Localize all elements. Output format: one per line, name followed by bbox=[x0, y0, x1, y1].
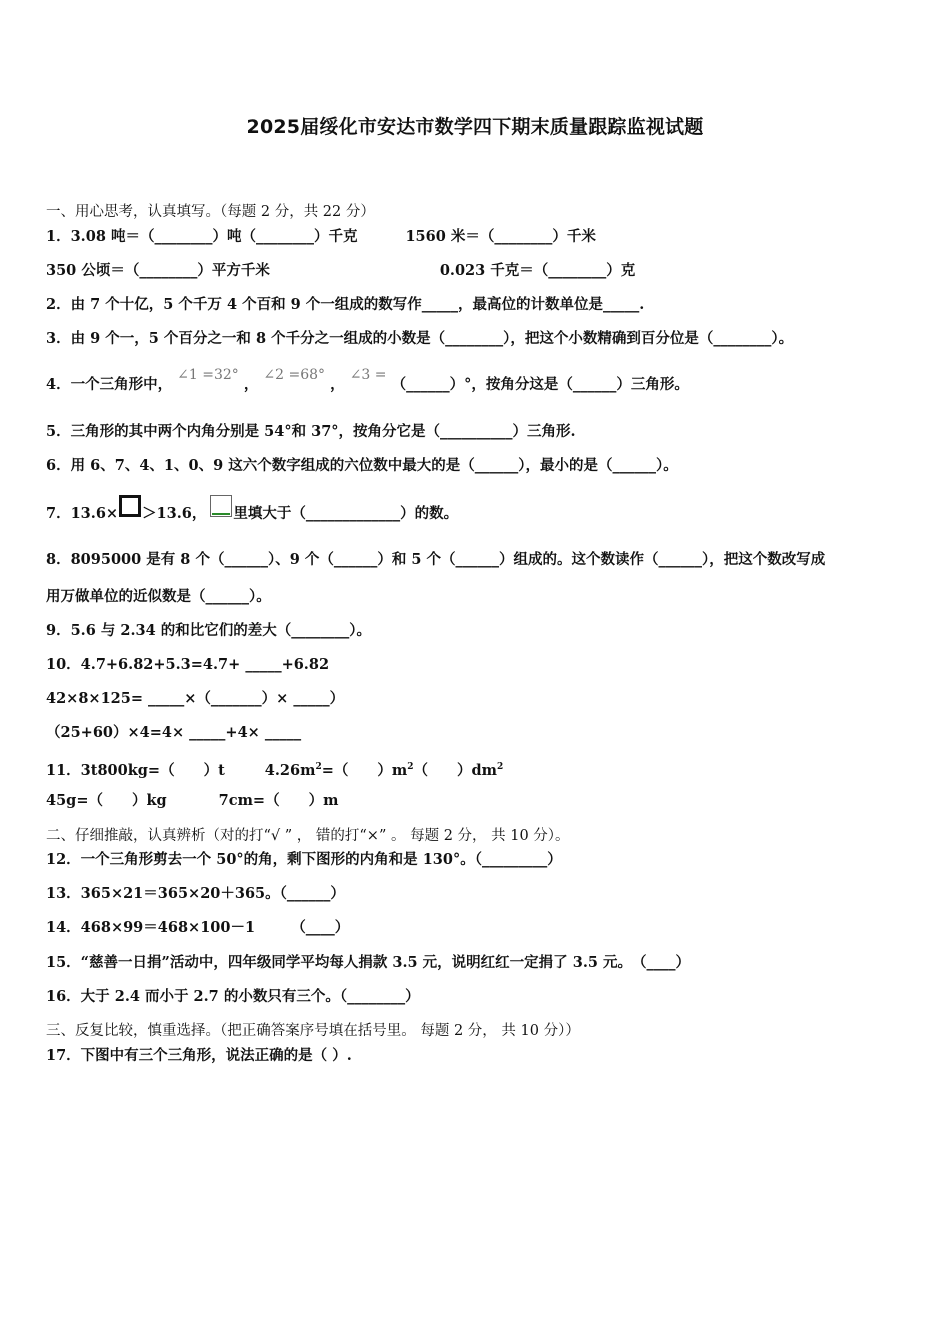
q1-part-a: 1．3.08 吨＝（________）吨（________）千克 bbox=[46, 228, 358, 245]
question-9: 9．5.6 与 2.34 的和比它们的差大（________）。 bbox=[46, 622, 372, 639]
question-10-line-1: 10．4.7+6.82+5.3=4.7+ _____+6.82 bbox=[46, 656, 330, 673]
question-16: 16．大于 2.4 而小于 2.7 的小数只有三个。（________） bbox=[46, 988, 420, 1005]
q4-prefix: 4．一个三角形中， bbox=[46, 376, 173, 393]
question-15: 15．“慈善一日捐”活动中，四年级同学平均每人捐款 3.5 元，说明红红一定捐了 3.5 元。 （____） bbox=[46, 954, 691, 971]
question-10-line-3: （25+60）×4=4× _____+4× _____ bbox=[46, 724, 302, 741]
question-2: 2．由 7 个十亿，5 个千万 4 个百和 9 个一组成的数写作_____，最高位的计数单位是_____. bbox=[46, 296, 645, 313]
q11-part-c: 45g=（ ）kg bbox=[46, 792, 167, 809]
q4-separator-2: ， bbox=[330, 376, 345, 393]
page-title: 2025届绥化市安达市数学四下期末质量跟踪监视试题 bbox=[246, 116, 704, 138]
angle-3-figure: ∠3 = bbox=[349, 367, 387, 383]
q7-part-c: 里填大于（_____________）的数。 bbox=[233, 505, 459, 522]
section-1-heading: 一、用心思考，认真填写。（每题 2 分，共 22 分） bbox=[46, 204, 375, 220]
q11-superscript-2: 2 bbox=[407, 762, 414, 772]
q4-suffix: （______）°，按角分这是（______）三角形。 bbox=[391, 376, 689, 393]
question-7 bbox=[46, 503, 458, 525]
q11-superscript-1: 2 bbox=[315, 762, 322, 772]
answer-box-small-icon bbox=[210, 495, 232, 517]
question-12: 12．一个三角形剪去一个 50°的角，剩下图形的内角和是 130°。（_________） bbox=[46, 851, 562, 868]
question-1-line-2 bbox=[46, 261, 635, 281]
question-8-line-1: 8．8095000 是有 8 个（______）、9 个（______）和 5 个（______）组成的。这个数读作（______），把这个数改写成 bbox=[46, 551, 826, 568]
q1-part-b: 1560 米＝（________）千米 bbox=[405, 228, 596, 245]
q1-part-c: 350 公顷＝（________）平方千米 bbox=[46, 262, 270, 279]
question-8-line-2: 用万做单位的近似数是（______）。 bbox=[46, 588, 271, 605]
question-10-line-2: 42×8×125= _____×（_______）× _____） bbox=[46, 690, 345, 707]
question-11-line-1 bbox=[46, 757, 503, 781]
question-5: 5．三角形的其中两个内角分别是 54°和 37°，按角分它是（__________）三角形. bbox=[46, 423, 576, 440]
angle-1-figure: ∠1 =32° bbox=[177, 367, 239, 383]
question-3: 3．由 9 个一，5 个百分之一和 8 个千分之一组成的小数是（________），把这个小数精确到百分位是（________）。 bbox=[46, 330, 794, 347]
q7-part-b: ＞13.6， bbox=[142, 505, 207, 522]
section-2-heading: 二、仔细推敲，认真辨析（对的打“√ ” ， 错的打“×” 。 每题 2 分， 共 10 分）。 bbox=[46, 828, 570, 844]
q7-part-a: 7．13.6× bbox=[46, 505, 119, 522]
question-11-line-2 bbox=[46, 791, 338, 811]
question-17: 17．下图中有三个三角形，说法正确的是（ ）. bbox=[46, 1047, 352, 1064]
section-3-heading: 三、反复比较，慎重选择。（把正确答案序号填在括号里。 每题 2 分， 共 10 分）） bbox=[46, 1023, 580, 1039]
q11-superscript-3: 2 bbox=[496, 762, 504, 772]
question-1-line-1 bbox=[46, 227, 596, 247]
question-4 bbox=[46, 367, 689, 395]
q11-part-b1: 4.26m bbox=[264, 761, 316, 779]
q1-part-d: 0.023 千克＝（________）克 bbox=[439, 262, 636, 279]
q11-part-b2: =（ ）m bbox=[321, 761, 408, 779]
q11-part-b3: （ ）dm bbox=[413, 761, 497, 779]
q11-part-a: 11．3t800kg=（ ）t bbox=[46, 761, 225, 779]
angle-2-figure: ∠2 =68° bbox=[263, 367, 326, 383]
q4-separator-1: ， bbox=[243, 376, 259, 393]
answer-box-icon bbox=[119, 495, 141, 517]
question-13: 13．365×21＝365×20＋365。（______） bbox=[46, 885, 345, 902]
question-14: 14．468×99＝468×100－1 （____） bbox=[46, 919, 350, 936]
question-6: 6．用 6、7、4、1、0、9 这六个数字组成的六位数中最大的是（______），最小的是（______）。 bbox=[46, 457, 678, 474]
q11-part-d: 7cm=（ ）m bbox=[218, 792, 339, 809]
